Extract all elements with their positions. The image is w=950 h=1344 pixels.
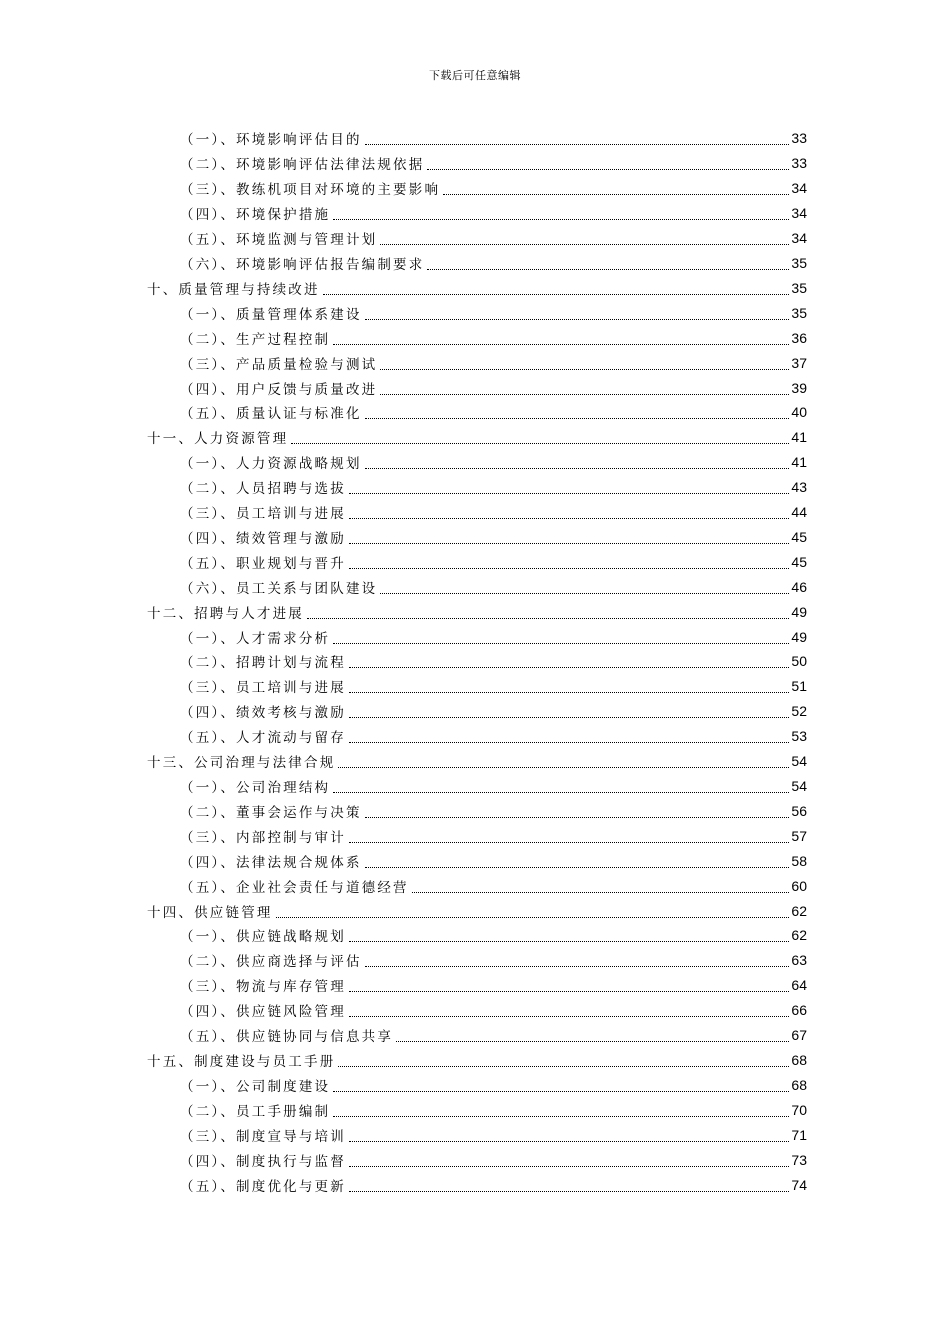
toc-page-number: 34 [791,230,807,247]
toc-section-entry[interactable] [180,325,807,350]
toc-dot-leader [276,916,790,918]
toc-chapter-entry[interactable] [147,749,807,774]
toc-page-number: 68 [791,1076,807,1093]
toc-entry-label: （五）、制度优化与更新 [180,1178,346,1195]
toc-entry-label: 十、质量管理与持续改进 [147,281,320,298]
toc-dot-leader [349,1015,789,1017]
toc-dot-leader [365,965,790,967]
toc-dot-leader [365,866,790,868]
toc-entry-label: 十五、制度建设与员工手册 [147,1053,336,1070]
toc-entry-label: （三）、制度宣导与培训 [180,1128,346,1145]
table-of-contents [0,126,950,1197]
toc-page-number: 50 [791,653,807,670]
toc-entry-label: （二）、环境影响评估法律法规依据 [180,157,425,174]
toc-dot-leader [349,940,789,942]
toc-page-number: 39 [791,379,807,396]
toc-page-number: 46 [791,578,807,595]
toc-dot-leader [349,542,789,544]
toc-entry-label: （一）、质量管理体系建设 [180,306,362,323]
toc-entry-label: （四）、用户反馈与质量改进 [180,381,378,398]
toc-dot-leader [338,766,789,768]
toc-dot-leader [307,617,789,619]
toc-entry-label: （二）、招聘计划与流程 [180,655,346,672]
toc-section-entry[interactable] [180,948,807,973]
toc-page-number: 34 [791,205,807,222]
toc-entry-label: （五）、质量认证与标准化 [180,406,362,423]
toc-entry-label: （一）、供应链战略规划 [180,929,346,946]
page-header: 下载后可任意编辑 [429,69,521,82]
toc-dot-leader [349,691,789,693]
toc-section-entry[interactable] [180,998,807,1023]
toc-section-entry[interactable] [180,873,807,898]
toc-section-entry[interactable] [180,475,807,500]
toc-entry-label: （三）、教练机项目对环境的主要影响 [180,182,441,199]
toc-page-number: 44 [791,504,807,521]
toc-section-entry[interactable] [180,798,807,823]
toc-page-number: 36 [791,329,807,346]
toc-entry-label: （六）、环境影响评估报告编制要求 [180,256,425,273]
toc-chapter-entry[interactable] [147,275,807,300]
toc-chapter-entry[interactable] [147,425,807,450]
toc-dot-leader [333,791,789,793]
toc-chapter-entry[interactable] [147,599,807,624]
toc-page-number: 41 [791,429,807,446]
toc-page-number: 62 [791,902,807,919]
toc-section-entry[interactable] [180,774,807,799]
toc-entry-label: （四）、绩效管理与激励 [180,530,346,547]
toc-chapter-entry[interactable] [147,1048,807,1073]
toc-section-entry[interactable] [180,350,807,375]
toc-entry-label: （五）、职业规划与晋升 [180,555,346,572]
toc-dot-leader [349,492,789,494]
toc-page-number: 53 [791,728,807,745]
toc-entry-label: （一）、人才需求分析 [180,630,331,647]
toc-section-entry[interactable] [180,126,807,151]
toc-dot-leader [349,567,789,569]
toc-dot-leader [349,1140,789,1142]
toc-chapter-entry[interactable] [147,898,807,923]
toc-page-number: 45 [791,553,807,570]
toc-section-entry[interactable] [180,1097,807,1122]
toc-dot-leader [349,517,789,519]
toc-section-entry[interactable] [180,649,807,674]
toc-entry-label: 十一、人力资源管理 [147,431,289,448]
toc-page-number: 51 [791,678,807,695]
toc-page-number: 63 [791,952,807,969]
toc-section-entry[interactable] [180,624,807,649]
toc-dot-leader [427,168,789,170]
toc-section-entry[interactable] [180,1023,807,1048]
toc-entry-label: （一）、人力资源战略规划 [180,456,362,473]
toc-dot-leader [291,442,789,444]
toc-page-number: 64 [791,977,807,994]
toc-dot-leader [333,1090,789,1092]
toc-entry-label: （二）、董事会运作与决策 [180,804,362,821]
toc-section-entry[interactable] [180,151,807,176]
toc-section-entry[interactable] [180,450,807,475]
toc-entry-label: （四）、供应链风险管理 [180,1004,346,1021]
toc-page-number: 45 [791,528,807,545]
toc-section-entry[interactable] [180,549,807,574]
toc-section-entry[interactable] [180,300,807,325]
toc-dot-leader [349,1165,789,1167]
toc-section-entry[interactable] [180,176,807,201]
toc-dot-leader [380,368,789,370]
toc-entry-label: （三）、物流与库存管理 [180,979,346,996]
toc-section-entry[interactable] [180,1072,807,1097]
toc-page-number: 62 [791,927,807,944]
toc-entry-label: （四）、法律法规合规体系 [180,854,362,871]
toc-entry-label: （三）、员工培训与进展 [180,506,346,523]
toc-dot-leader [349,666,789,668]
toc-section-entry[interactable] [180,699,807,724]
toc-dot-leader [333,1115,789,1117]
toc-section-entry[interactable] [180,823,807,848]
toc-entry-label: （五）、企业社会责任与道德经营 [180,879,409,896]
toc-page-number: 71 [791,1126,807,1143]
toc-page-number: 33 [791,130,807,147]
toc-page-number: 35 [791,304,807,321]
toc-dot-leader [365,417,790,419]
toc-dot-leader [365,143,790,145]
toc-section-entry[interactable] [180,674,807,699]
toc-entry-label: （二）、员工手册编制 [180,1103,331,1120]
toc-dot-leader [380,592,789,594]
toc-dot-leader [380,243,789,245]
toc-page-number: 57 [791,827,807,844]
toc-page-number: 37 [791,354,807,371]
toc-entry-label: （一）、环境影响评估目的 [180,132,362,149]
toc-entry-label: （二）、供应商选择与评估 [180,954,362,971]
toc-dot-leader [323,293,790,295]
toc-entry-label: （三）、内部控制与审计 [180,829,346,846]
toc-entry-label: （三）、员工培训与进展 [180,680,346,697]
toc-page-number: 68 [791,1051,807,1068]
toc-dot-leader [365,816,790,818]
toc-section-entry[interactable] [180,923,807,948]
toc-section-entry[interactable] [180,724,807,749]
toc-entry-label: 十四、供应链管理 [147,904,273,921]
toc-dot-leader [365,467,790,469]
toc-page-number: 40 [791,404,807,421]
toc-page-number: 43 [791,479,807,496]
toc-section-entry[interactable] [180,574,807,599]
toc-dot-leader [443,193,789,195]
toc-dot-leader [412,891,790,893]
toc-page-number: 34 [791,180,807,197]
toc-section-entry[interactable] [180,226,807,251]
toc-dot-leader [396,1040,789,1042]
toc-entry-label: （二）、生产过程控制 [180,331,331,348]
toc-section-entry[interactable] [180,375,807,400]
toc-page-number: 54 [791,778,807,795]
toc-entry-label: （五）、环境监测与管理计划 [180,232,378,249]
toc-page-number: 73 [791,1151,807,1168]
toc-dot-leader [349,990,789,992]
toc-section-entry[interactable] [180,973,807,998]
toc-page-number: 49 [791,628,807,645]
toc-dot-leader [338,1065,789,1067]
toc-section-entry[interactable] [180,251,807,276]
toc-section-entry[interactable] [180,1122,807,1147]
toc-entry-label: （一）、公司制度建设 [180,1078,331,1095]
toc-page-number: 35 [791,254,807,271]
toc-section-entry[interactable] [180,400,807,425]
toc-entry-label: （五）、供应链协同与信息共享 [180,1029,394,1046]
toc-page-number: 52 [791,703,807,720]
toc-dot-leader [349,841,789,843]
toc-page-number: 35 [791,279,807,296]
toc-section-entry[interactable] [180,500,807,525]
toc-entry-label: （六）、员工关系与团队建设 [180,580,378,597]
toc-entry-label: （二）、人员招聘与选拔 [180,481,346,498]
toc-dot-leader [333,642,789,644]
toc-section-entry[interactable] [180,525,807,550]
toc-page-number: 49 [791,603,807,620]
toc-page-number: 70 [791,1101,807,1118]
toc-entry-label: （四）、环境保护措施 [180,207,331,224]
toc-page-number: 54 [791,753,807,770]
toc-dot-leader [349,1190,789,1192]
toc-entry-label: （一）、公司治理结构 [180,780,331,797]
toc-page-number: 74 [791,1176,807,1193]
toc-page-number: 58 [791,852,807,869]
toc-dot-leader [365,318,790,320]
toc-page-number: 41 [791,454,807,471]
toc-dot-leader [349,716,789,718]
toc-page-number: 56 [791,802,807,819]
toc-section-entry[interactable] [180,848,807,873]
toc-dot-leader [349,741,789,743]
toc-section-entry[interactable] [180,201,807,226]
toc-page-number: 60 [791,877,807,894]
toc-entry-label: （四）、制度执行与监督 [180,1153,346,1170]
toc-section-entry[interactable] [180,1172,807,1197]
toc-entry-label: 十三、公司治理与法律合规 [147,755,336,772]
toc-section-entry[interactable] [180,1147,807,1172]
toc-entry-label: （五）、人才流动与留存 [180,730,346,747]
toc-dot-leader [380,393,789,395]
toc-entry-label: （三）、产品质量检验与测试 [180,356,378,373]
toc-page-number: 33 [791,155,807,172]
toc-entry-label: 十二、招聘与人才进展 [147,605,304,622]
toc-dot-leader [333,218,789,220]
toc-dot-leader [333,343,789,345]
toc-dot-leader [427,268,789,270]
toc-page-number: 66 [791,1002,807,1019]
toc-page-number: 67 [791,1027,807,1044]
toc-entry-label: （四）、绩效考核与激励 [180,705,346,722]
